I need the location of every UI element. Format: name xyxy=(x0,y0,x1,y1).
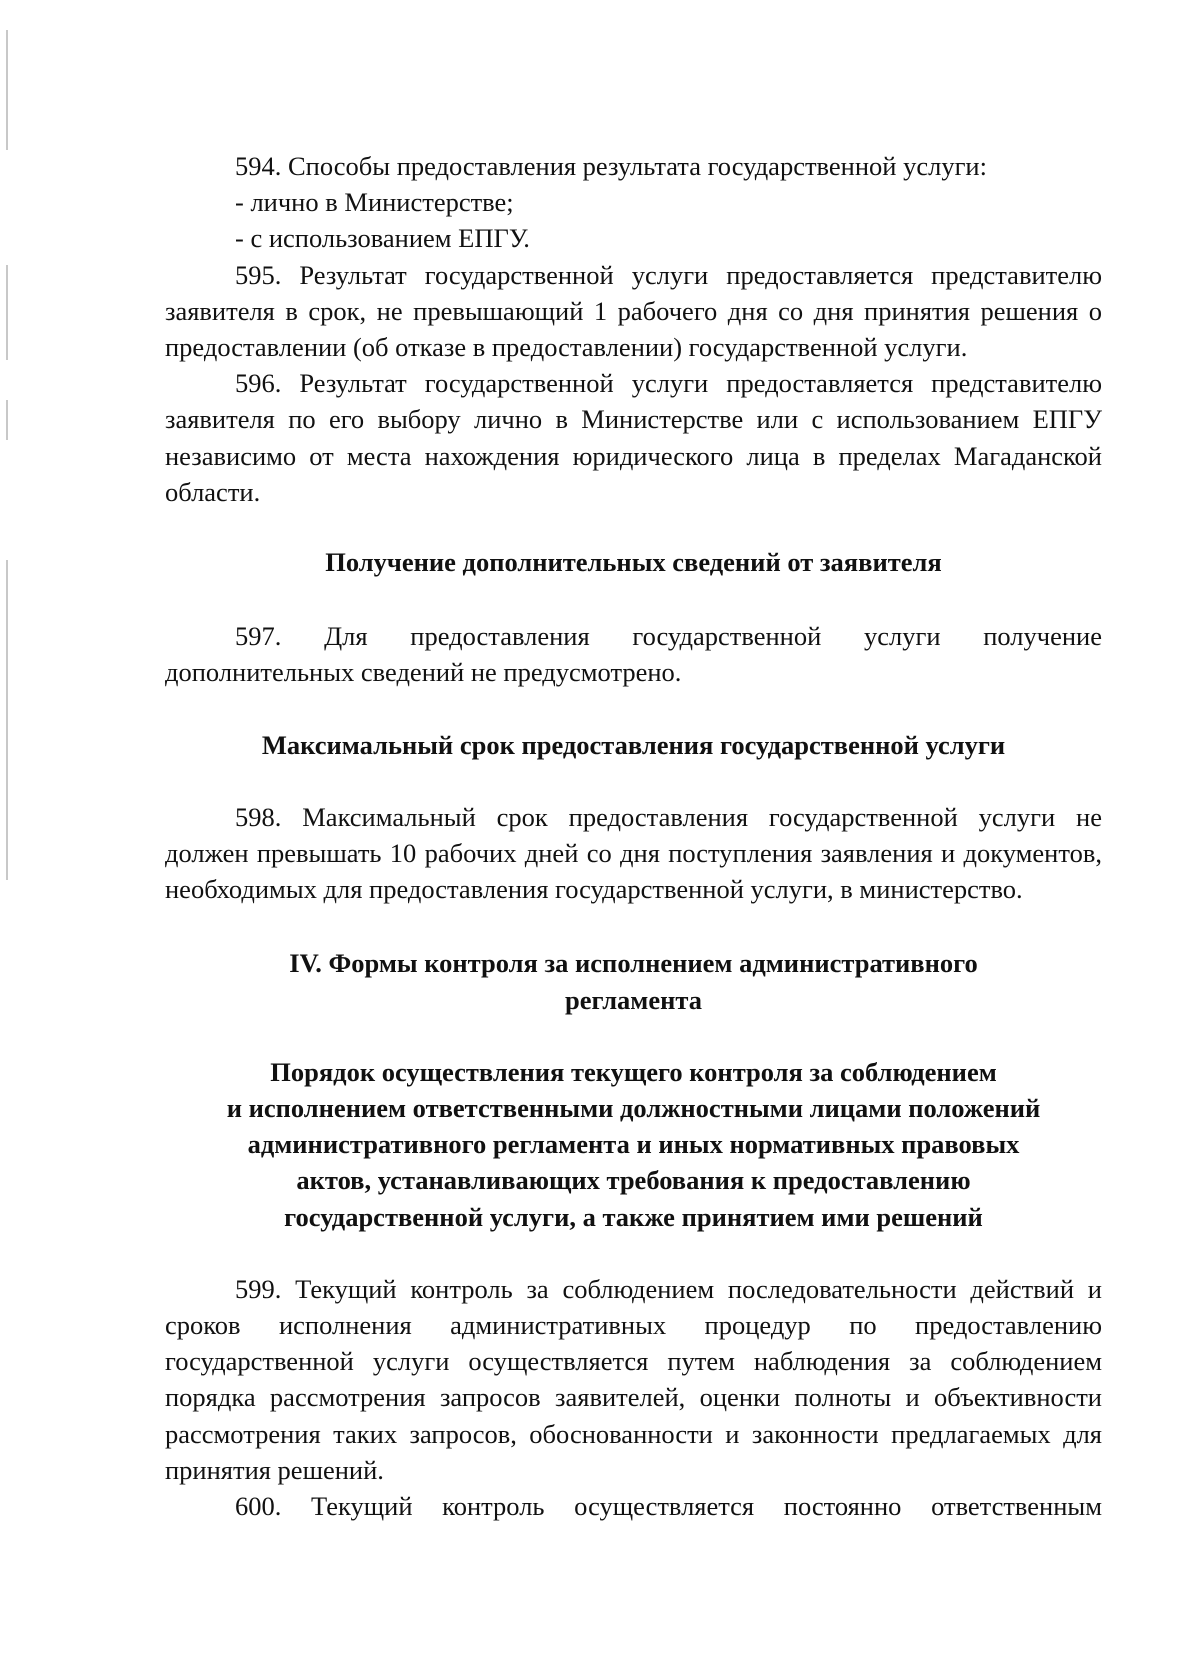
list-item: - с использованием ЕПГУ. xyxy=(235,223,530,254)
paragraph-595: 595. Результат государственной услуги предоставляется представителю заявителя в срок, не превышающий 1 рабочего дня со дня принятия решения о предоставлении (об отказе в предоставлении) государственной услуги. xyxy=(165,259,1102,363)
list-item: - лично в Министерстве; xyxy=(235,187,514,218)
scan-edge-mark xyxy=(6,30,8,150)
heading-line: IV. Формы контроля за исполнением административного xyxy=(289,948,978,979)
paragraph-599: 599. Текущий контроль за соблюдением последовательности действий и сроков исполнения административных процедур по предоставлению государственной услуги осуществляется путем наблюдения за соблюдением порядка рассмотрения запросов заявителей, оценки полноты и объективности рассмотрения таких запросов, обоснованности и законности предлагаемых для принятия решений. xyxy=(165,1273,1102,1485)
heading-line: и исполнением ответственными должностными лицами положений xyxy=(226,1093,1041,1124)
paragraph-598: 598. Максимальный срок предоставления государственной услуги не должен превышать 10 рабочих дней со дня поступления заявления и документов, необходимых для предоставления государственной услуги, в министерство. xyxy=(165,801,1102,905)
heading-line: актов, устанавливающих требования к предоставлению xyxy=(296,1165,971,1196)
heading-current-control xyxy=(165,1054,1102,1235)
heading-section-iv xyxy=(165,945,1102,1017)
paragraph-597: 597. Для предоставления государственной услуги получение дополнительных сведений не предусмотрено. xyxy=(165,621,1102,688)
heading-line: государственной услуги, а также принятием ими решений xyxy=(284,1201,983,1232)
scan-edge-mark xyxy=(6,265,8,360)
heading-line: административного регламента и иных нормативных правовых xyxy=(247,1129,1020,1160)
heading-line: регламента xyxy=(565,984,702,1015)
heading-line: Порядок осуществления текущего контроля за соблюдением xyxy=(270,1056,997,1087)
paragraph-600: 600. Текущий контроль осуществляется постоянно ответственным xyxy=(235,1491,1102,1522)
paragraph-596: 596. Результат государственной услуги предоставляется представителю заявителя по его выбору лично в Министерстве или с использованием ЕПГУ независимо от места нахождения юридического лица в пределах Магаданской области. xyxy=(165,368,1102,507)
document-body xyxy=(165,148,1102,1524)
heading-additional-info: Получение дополнительных сведений от заявителя xyxy=(325,547,942,578)
heading-max-term: Максимальный срок предоставления государственной услуги xyxy=(261,729,1006,760)
scan-edge-mark xyxy=(6,560,8,880)
paragraph-594: 594. Способы предоставления результата государственной услуги: xyxy=(235,151,987,181)
scan-edge-mark xyxy=(6,400,8,440)
